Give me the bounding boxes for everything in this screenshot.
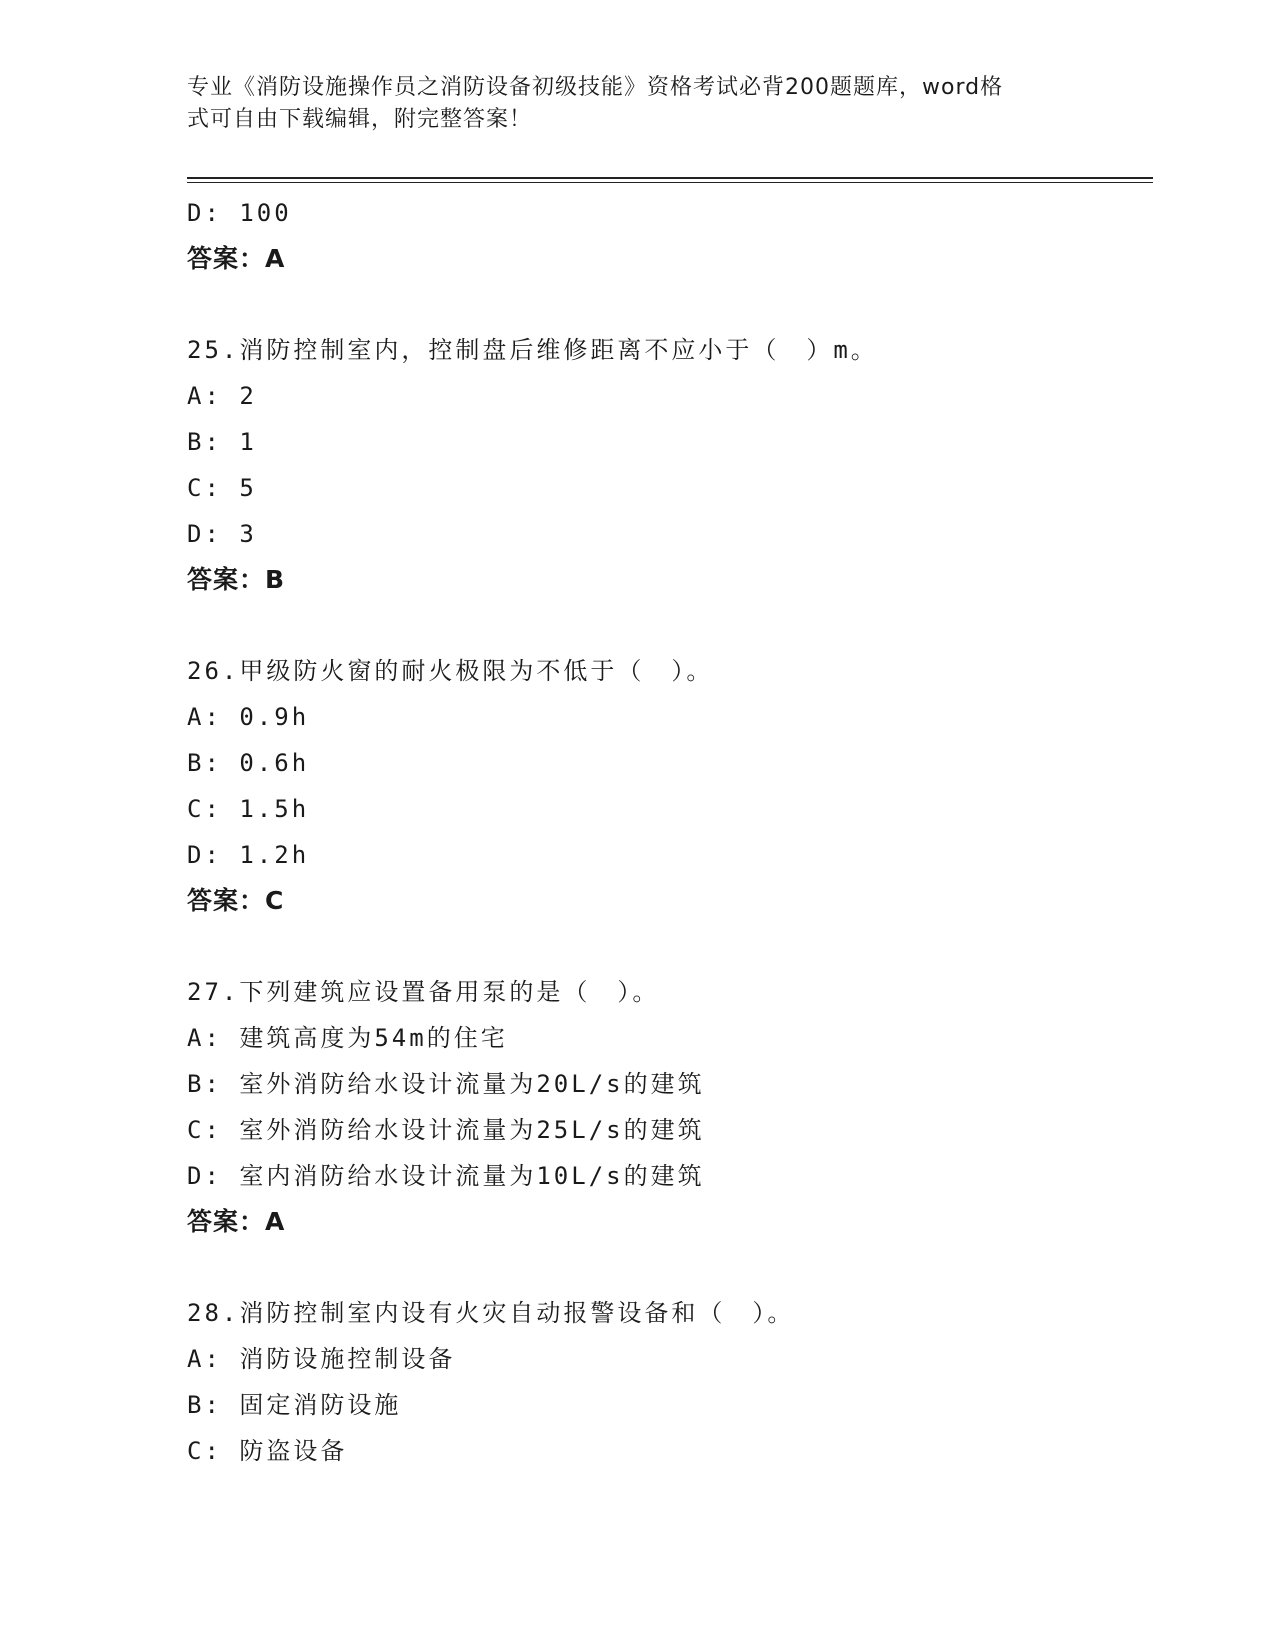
- spacer: [187, 282, 1147, 327]
- question-stem: 26.甲级防火窗的耐火极限为不低于（ ）。: [187, 657, 714, 685]
- answer-line: 答案：C: [187, 886, 285, 915]
- spacer: [187, 603, 1147, 648]
- option-d: D: 100: [187, 199, 292, 227]
- option-a: A: 消防设施控制设备: [187, 1345, 456, 1373]
- question-list: [187, 190, 1147, 1474]
- header-divider: [187, 177, 1153, 179]
- option-d: D: 3: [187, 520, 257, 548]
- option-c: C: 5: [187, 474, 257, 502]
- option-a: A: 建筑高度为54m的住宅: [187, 1024, 508, 1052]
- spacer: [187, 924, 1147, 969]
- answer-line: 答案：B: [187, 565, 286, 594]
- answer-line: 答案：A: [187, 244, 286, 273]
- header-title-line-1: 专业《消防设施操作员之消防设备初级技能》资格考试必背200题题库，word格: [187, 75, 1004, 100]
- question-26: [187, 648, 1147, 924]
- option-d: D: 室内消防给水设计流量为10L/s的建筑: [187, 1162, 705, 1190]
- header-divider-thin: [187, 182, 1153, 183]
- option-b: B: 室外消防给水设计流量为20L/s的建筑: [187, 1070, 705, 1098]
- question-stem: 25.消防控制室内，控制盘后维修距离不应小于（ ）m。: [187, 336, 878, 364]
- option-b: B: 1: [187, 428, 257, 456]
- question-stem: 28.消防控制室内设有火灾自动报警设备和（ ）。: [187, 1299, 795, 1327]
- option-a: A: 2: [187, 382, 257, 410]
- question-27: [187, 969, 1147, 1245]
- question-stem: 27.下列建筑应设置备用泵的是（ ）。: [187, 978, 660, 1006]
- answer-line: 答案：A: [187, 1207, 286, 1236]
- document-header: [187, 72, 1087, 136]
- option-c: C: 1.5h: [187, 795, 310, 823]
- header-title-line-2: 式可自由下载编辑，附完整答案！: [187, 107, 533, 132]
- option-b: B: 固定消防设施: [187, 1391, 402, 1419]
- question-28: [187, 1290, 1147, 1474]
- option-c: C: 防盗设备: [187, 1437, 348, 1465]
- option-d: D: 1.2h: [187, 841, 310, 869]
- option-c: C: 室外消防给水设计流量为25L/s的建筑: [187, 1116, 705, 1144]
- question-24-tail: [187, 190, 1147, 282]
- question-25: [187, 327, 1147, 603]
- option-b: B: 0.6h: [187, 749, 310, 777]
- option-a: A: 0.9h: [187, 703, 310, 731]
- spacer: [187, 1245, 1147, 1290]
